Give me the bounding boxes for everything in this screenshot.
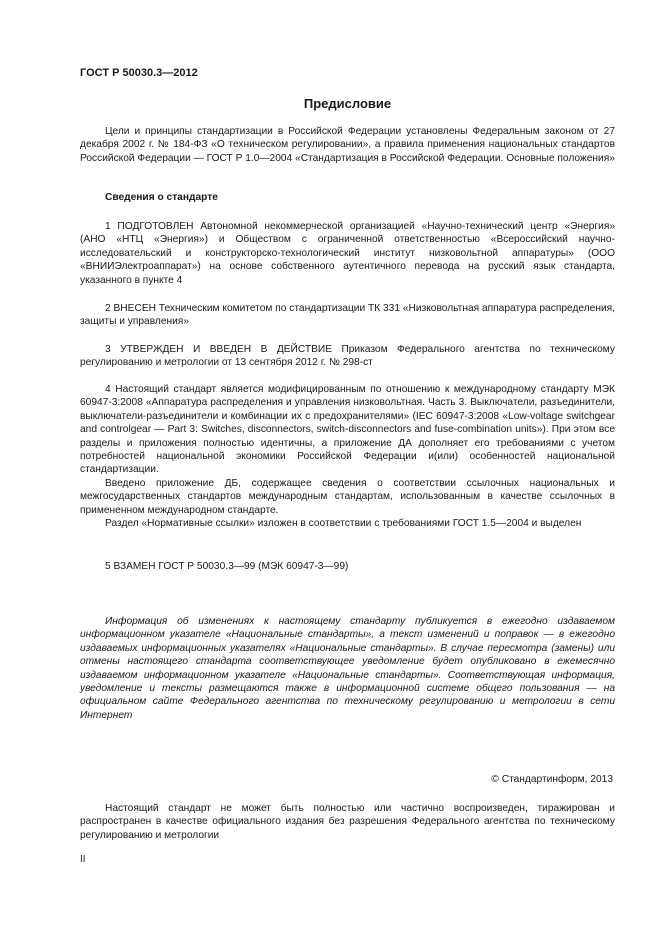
item-4-paragraph-2: Введено приложение ДБ, содержащее сведения о соответствии ссылочных национальных и межгосударственных стандартов международным стандартам, использованным в качестве ссылочных в примененном международном стандарте. bbox=[80, 477, 615, 516]
item-5 bbox=[80, 560, 615, 573]
copyright: © Стандартинформ, 2013 bbox=[491, 774, 613, 785]
subheading: Сведения о стандарте bbox=[105, 192, 218, 203]
info-text: Информация об изменениях к настоящему стандарту публикуется в ежегодно издаваемом информационном указателе «Национальные стандарты», а текст изменений и поправок — в ежегодно издаваемых информационных указателях «Национальные стандарты». В случае пересмотра (замены) или отмены настоящего стандарта соответствующее уведомление будет опубликовано в ежемесячно издаваемом информационном указателе «Национальные стандарты». Соответствующая информация, уведомление и тексты размещаются также в информационной системе общего пользования — на официальном сайте Федерального агентства по техническому регулированию и метрологии в сети Интернет bbox=[80, 616, 615, 721]
reproduction-text: Настоящий стандарт не может быть полностью или частично воспроизведен, тиражирован и распространен в качестве официального издания без разрешения Федерального агентства по техническому регулированию и метрологии bbox=[80, 803, 615, 841]
standard-header: ГОСТ Р 50030.3—2012 bbox=[80, 67, 198, 79]
item-2-text: 2 ВНЕСЕН Техническим комитетом по стандартизации ТК 331 «Низковольтная аппаратура распределения, защиты и управления» bbox=[80, 303, 615, 328]
item-1 bbox=[80, 220, 615, 287]
reproduction-notice bbox=[80, 802, 615, 842]
item-3-text: 3 УТВЕРЖДЕН И ВВЕДЕН В ДЕЙСТВИЕ Приказом Федерального агентства по техническому регулированию и метрологии от 13 сентября 2012 г. № 298-ст bbox=[80, 344, 615, 369]
page-title: Предисловие bbox=[303, 96, 392, 111]
item-4-paragraph-1: 4 Настоящий стандарт является модифицированным по отношению к международному стандарту МЭК 60947-3:2008 «Аппаратура распределения и управления низковольтная. Часть 3. Выключатели, разъединители, выключатели-разъединители и комбинации их с предохранителями» (IEC 60947-3:2008 «Low-voltage switchgear and controlgear — Part 3: Switches, disconnectors, switch-disconnectors and fuse-combination units»). При этом все разделы и приложения полностью идентичны, а приложение ДА дополняет его требованиями с учетом потребностей национальной экономики Российской Федерации и(или) особенностей национальной стандартизации. bbox=[80, 384, 615, 476]
item-3 bbox=[80, 343, 615, 370]
item-2 bbox=[80, 302, 615, 329]
item-4-paragraph-3: Раздел «Нормативные ссылки» изложен в соответствии с требованиями ГОСТ 1.5—2004 и выделен bbox=[105, 518, 582, 530]
intro-text: Цели и принципы стандартизации в Российской Федерации установлены Федеральным законом от 27 декабря 2002 г. № 184-ФЗ «О техническом регулировании», а правила применения национальных стандартов Российской Федерации — ГОСТ Р 1.0—2004 «Стандартизация в Российской Федерации. Основные положения» bbox=[80, 126, 615, 164]
info-notice bbox=[80, 615, 615, 722]
intro-paragraph bbox=[80, 125, 615, 165]
item-5-text: 5 ВЗАМЕН ГОСТ Р 50030.3—99 (МЭК 60947-3—99) bbox=[105, 561, 349, 572]
page-number: II bbox=[80, 854, 86, 865]
item-1-text: 1 ПОДГОТОВЛЕН Автономной некоммерческой организацией «Научно-технический центр «Энергия» (АНО «НТЦ «Энергия») и Обществом с ограниченной ответственностью «Всероссийский научно-исследовательский и конструкторско-технологический институт низковольтной аппаратуры» (ООО «ВНИИЭлектроаппарат») на основе собственного аутентичного перевода на русский язык стандарта, указанного в пункте 4 bbox=[80, 221, 615, 286]
item-4 bbox=[80, 383, 615, 530]
